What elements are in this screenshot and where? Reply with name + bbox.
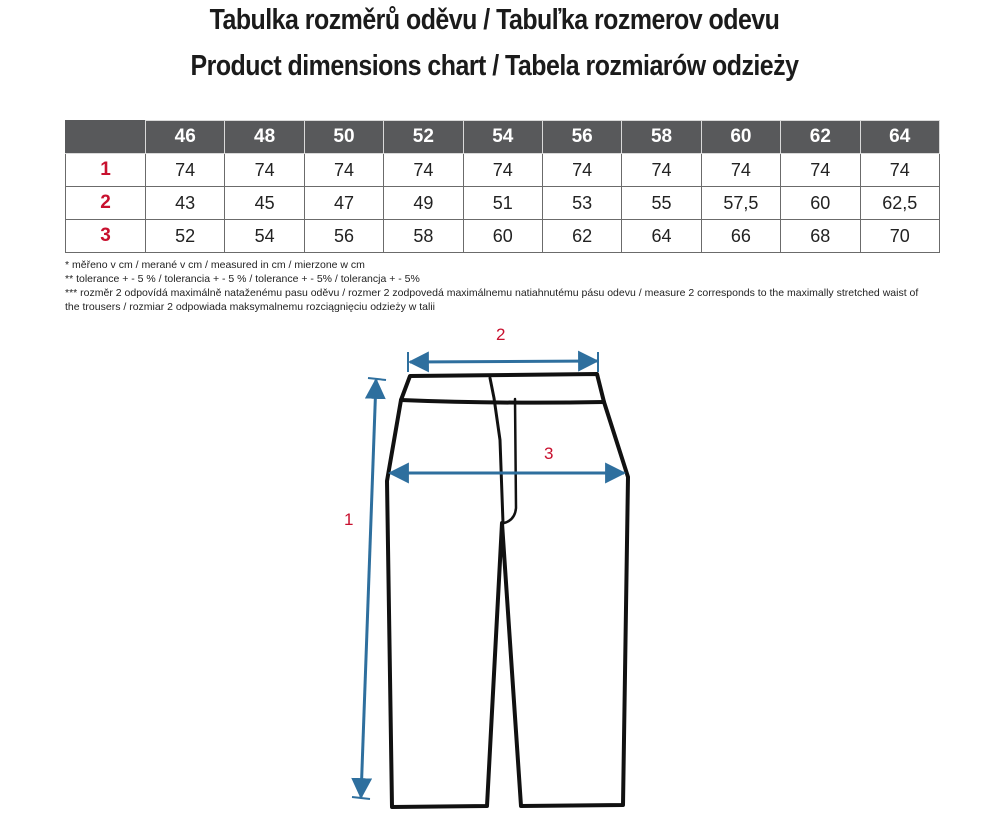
row-label: 1	[66, 154, 146, 187]
size-header-cell: 64	[860, 121, 939, 154]
table-cell: 74	[463, 154, 542, 187]
table-cell: 56	[304, 220, 383, 253]
table-cell: 51	[463, 187, 542, 220]
dimension-arrow-waist	[410, 361, 597, 362]
table-cell: 64	[622, 220, 701, 253]
table-cell: 55	[622, 187, 701, 220]
trousers-outline	[387, 374, 628, 807]
table-cell: 74	[542, 154, 621, 187]
size-header-cell: 54	[463, 121, 542, 154]
size-header-cell: 52	[384, 121, 463, 154]
table-cell: 62,5	[860, 187, 939, 220]
table-cell: 52	[146, 220, 225, 253]
table-cell: 49	[384, 187, 463, 220]
table-cell: 47	[304, 187, 383, 220]
table-cell: 53	[542, 187, 621, 220]
table-cell: 74	[304, 154, 383, 187]
size-header-cell: 50	[304, 121, 383, 154]
dimension-tick-length-bottom	[352, 797, 370, 799]
dimension-tick-length-top	[368, 378, 386, 380]
footnote-units: * měřeno v cm / merané v cm / measured in cm / mierzone w cm	[65, 259, 365, 271]
table-cell: 43	[146, 187, 225, 220]
table-cell: 74	[622, 154, 701, 187]
table-cell: 74	[384, 154, 463, 187]
table-cell: 74	[146, 154, 225, 187]
size-header-cell: 56	[542, 121, 621, 154]
table-cell: 54	[225, 220, 304, 253]
table-cell: 70	[860, 220, 939, 253]
row-label: 2	[66, 187, 146, 220]
dimension-label-waist: 2	[496, 325, 506, 344]
size-header-cell: 58	[622, 121, 701, 154]
table-cell: 58	[384, 220, 463, 253]
dimension-label-length: 1	[344, 510, 354, 529]
title-line-1: Tabulka rozměrů oděvu / Tabuľka rozmerov odevu	[209, 4, 780, 36]
size-header-cell: 62	[781, 121, 860, 154]
title-line-2: Product dimensions chart / Tabela rozmiarów odzieży	[190, 50, 799, 82]
table-cell: 74	[860, 154, 939, 187]
table-cell: 57,5	[701, 187, 780, 220]
footnote-measure-2: *** rozměr 2 odpovídá maximálně nataženému pasu oděvu / rozmer 2 zodpovedá maximálnemu natiahnutému pásu odevu / measure 2 corresponds to the maximally stretched waist of the trousers / rozmiar 2 odpowiada maksymalnemu rozciągnięciu odzieży w talii	[65, 287, 919, 313]
size-header-cell: 60	[701, 121, 780, 154]
table-cell: 60	[463, 220, 542, 253]
table-cell: 68	[781, 220, 860, 253]
dimension-arrow-length	[361, 380, 376, 797]
footnote-tolerance: ** tolerance + - 5 % / tolerancia + - 5 % / tolerance + - 5% / tolerancja + - 5%	[65, 273, 420, 285]
table-cell: 60	[781, 187, 860, 220]
table-cell: 66	[701, 220, 780, 253]
size-header-cell: 46	[146, 121, 225, 154]
trousers-body	[387, 374, 628, 807]
table-cell: 74	[781, 154, 860, 187]
table-cell: 45	[225, 187, 304, 220]
row-label: 3	[66, 220, 146, 253]
table-cell: 74	[701, 154, 780, 187]
table-cell: 74	[225, 154, 304, 187]
table-cell: 62	[542, 220, 621, 253]
dimension-label-hip: 3	[544, 444, 554, 463]
size-header-cell: 48	[225, 121, 304, 154]
